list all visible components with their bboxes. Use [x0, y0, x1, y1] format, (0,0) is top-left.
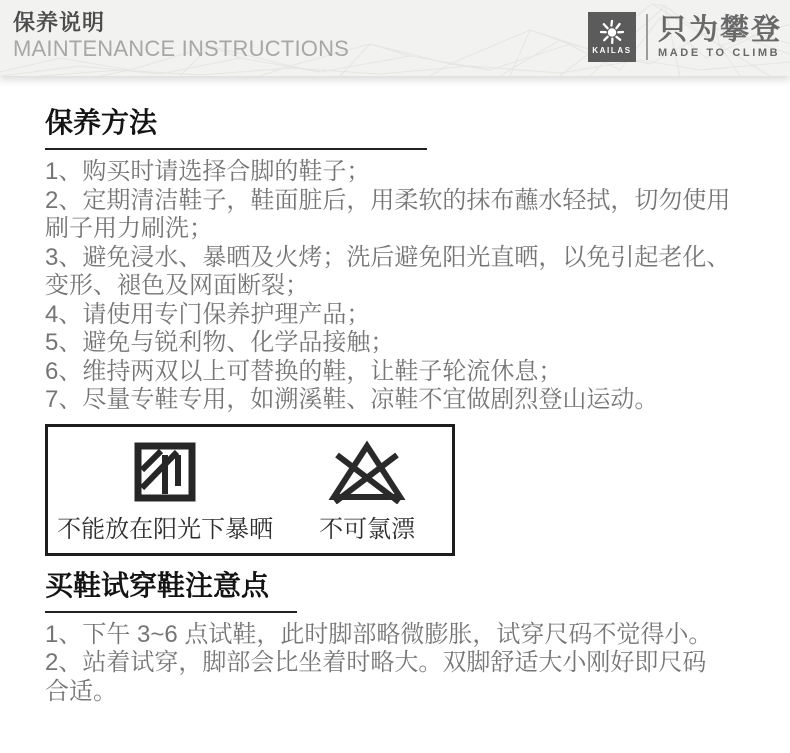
list-item: 1、购买时请选择合脚的鞋子； — [45, 158, 371, 185]
logo-brand-text: KAILAS — [592, 46, 632, 55]
list-item: 6、维持两双以上可替换的鞋，让鞋子轮流休息； — [45, 357, 563, 385]
page-title-en: MAINTENANCE INSTRUCTIONS — [13, 36, 350, 61]
no-sun-drying-icon — [134, 442, 196, 502]
sun-icon — [599, 19, 625, 45]
fitting-section-title: 买鞋试穿鞋注意点 — [45, 569, 297, 613]
slogan-en: MADE TO CLIMB — [657, 46, 781, 59]
slogan-cn: 只为攀登 — [657, 13, 782, 46]
care-symbol-no-sun-drying — [48, 440, 282, 544]
list-item-continuation: 合适。 — [45, 677, 117, 705]
brand-block — [588, 12, 782, 62]
maintenance-list — [45, 158, 770, 415]
fitting-list — [45, 621, 770, 707]
care-icon-wrap — [134, 440, 196, 504]
page-title-cn: 保养说明 — [13, 10, 106, 35]
care-symbol-no-bleach — [282, 440, 452, 544]
list-item: 7、尽量专鞋专用，如溯溪鞋、凉鞋不宜做剧烈登山运动。 — [45, 386, 659, 413]
kailas-logo — [588, 12, 636, 62]
list-item: 5、避免与锐利物、化学品接触； — [45, 329, 395, 356]
list-item: 4、请使用专门保养护理产品； — [45, 300, 371, 328]
list-item: 1、下午 3~6 点试鞋，此时脚部略微膨胀，试穿尺码不觉得小。 — [45, 620, 713, 648]
brand-slogan — [657, 13, 782, 59]
list-item: 2、定期清洁鞋子，鞋面脏后，用柔软的抹布蘸水轻拭，切勿使用 — [45, 186, 731, 214]
brand-divider — [646, 14, 648, 60]
content-area — [0, 106, 790, 706]
list-item-continuation: 变形、褪色及网面断裂； — [45, 272, 309, 299]
list-item: 3、避免浸水、暴晒及火烤；洗后避免阳光直晒，以免引起老化、 — [45, 243, 731, 271]
care-symbol-label: 不能放在阳光下暴晒 — [57, 515, 274, 543]
care-symbols-box — [45, 424, 455, 556]
maintenance-section-title: 保养方法 — [45, 106, 427, 150]
list-item: 2、站着试穿，脚部会比坐着时略大。双脚舒适大小刚好即尺码 — [45, 649, 707, 676]
page-header — [0, 0, 790, 76]
no-bleach-icon — [325, 440, 409, 504]
list-item-continuation: 刷子用力刷洗； — [45, 215, 213, 242]
care-icon-wrap — [325, 440, 409, 504]
header-titles — [13, 12, 349, 60]
care-symbol-label: 不可氯漂 — [319, 515, 416, 543]
